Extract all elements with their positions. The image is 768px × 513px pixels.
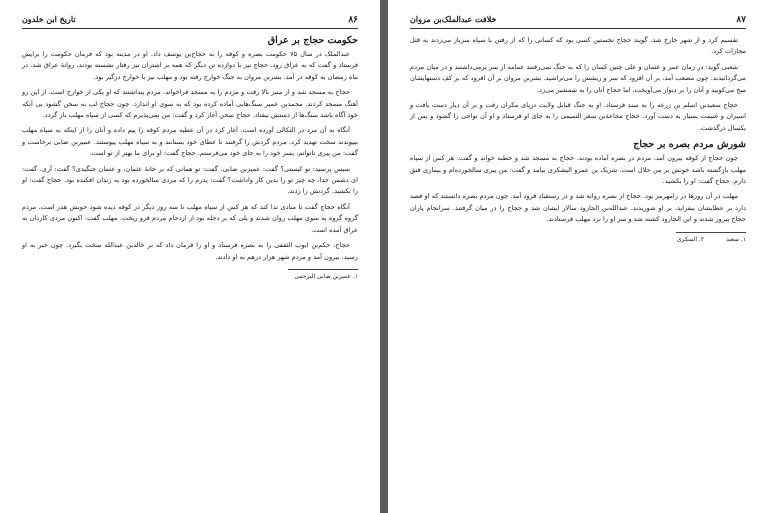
footnote: ۱. عمیربن ضابی البرجمی (294, 272, 358, 280)
footnotes (410, 236, 746, 243)
paragraph: تقسیم کرد و از شهر خارج شد. گویند حجاج نخستین کسی بود که کسانی را که از رفتن با سپاه سرباز می‌زدند به قتل مجازات کرد. (410, 36, 746, 56)
page-number: ۸۶ (348, 15, 358, 25)
paragraph: آنگاه به آن مرد در التکالی آورده است. آغاز کرد در آن عطیه مردم کوفه را پیم داده و آنان را از اینکه به سپاه مهلب نپیوندند سخت تهدید کرد. مردم گردش را گرفتند تا عطای خود بستانند و به سپاه مهلب پیوستند. عمیربن ضابی برخاست و گفت: من پیری ناتوانم. پسر خود را به جای خود می‌فرستم. حجاج گفت: او برای ما بهتر از تو است. (22, 126, 358, 158)
section-title: حکومت حجاج بر عراق (267, 35, 358, 46)
footnotes (22, 273, 358, 280)
right-page (388, 0, 768, 513)
page-header (410, 14, 746, 29)
left-page (0, 0, 380, 513)
paragraph: شعبی گوید: در زمان عمر و عثمان و علی چنین کسان را که به جنگ نمی‌رفتند عمامه از سر برمی‌داشتند و در میان مردم می‌گردانیدند. چون مصعب آمد، بر آن افزود که سر و ریشش را می‌تراشید. بشربن مروان بر آن افزود که بر کف دستهایشان میخ می‌کوبید و آنان را بر دیوار می‌آویخت. اما حجاج آنان را به شمشیر می‌زد. (410, 62, 746, 94)
page-number: ۸۷ (736, 15, 746, 25)
running-title: خلافت عبدالملک‌بن مروان (410, 14, 497, 24)
footnote: ۱. سعید (726, 235, 746, 243)
book-spine (380, 0, 388, 513)
paragraph: سپس پرسید: تو کیستی؟ گفت: عمیربن ضابی. گفت: تو همانی که بر خانهٔ عثمان، و عثمان جنگیدی؟ گفت: آری. گفت: ای دشمن خدا، چه چیز تو را بدین کار واداشت؟ گفت: پدرم را که مردی سالخورده بود به زندان افکنده بود. حجاج گفت: او را بکشید. گردنش را زدند. (22, 164, 358, 196)
paragraph: حجاج سعیدبن اسلم بن زرعه را به سند فرستاد. او به جنگ قبایل ولایت دریای مکران رفت و بر آن دیار دست یافت و اسیران و غنیمت بسیار به دست آورد. حجاج مجاعة‌بن سعر التمیمی را به جای او فرستاد و او آن نواحی را گشود و پس از یکسال درگذشت. (410, 101, 746, 132)
section-title: شورش مردم بصره بر حجاج (633, 139, 746, 151)
paragraph: مهلب در آن روزها در رامهرمز بود. حجاج از بصره روانه شد و در رستقباد فرود آمد. چون مردم بصره دانستند که او قصد دارد بر عطایشان بیفزاید، بر او شوریدند. عبدالله‌بن الجارود سالار ایشان شد و حجاج را در میان گرفتند. سرانجام یاران حجاج پیروز شدند و ابن الجارود کشته شد و سر او را نزد مهلب فرستادند. (410, 192, 746, 224)
page-header (22, 14, 358, 29)
paragraph: آنگاه حجاج گفت تا منادی ندا کند که هر کس از سپاه مهلب تا سه روز دیگر در کوفه دیده شود خونش هدر است. مردم گروه گروه به سوی مهلب روان شدند و پلی که بر دجله بود از ازدحام مردم فرو ریخت. مهلب گفت: اکنون مردی کاردان به عراق آمده است. (22, 202, 358, 234)
paragraph: چون حجاج از کوفه بیرون آمد، مردم در بصره آماده بودند. حجاج به مسجد شد و خطبه خواند و گفت: هر کس از سپاه مهلب بازگشته باشد خونش بر من حلال است. شریک بن عمرو الیشکری بیامد و گفت: من پیری سالخورده‌ام و بیماری فتق دارم. حجاج گفت: او را بکشید. (410, 154, 746, 186)
footnote-divider (676, 232, 746, 233)
paragraph: حجاج به مسجد شد و از منبر بالا رفت و مردم را به مسجد فراخواند. مردم پنداشتند که او یکی از خوارج است. از این رو آهنگ مسجد کردند. محمدبن عمیر سنگ‌هایی آماده کرده بود که به سوی او اندازد. چون حجاج لب به سخن گشود بی آنکه خود آگاه باشد سنگ‌ها از دستش بیفتاد. حجاج سخن آغاز کرد و گفت: من نمی‌پذیرم که کسی از سپاه مهلب باز گردد. (22, 88, 358, 120)
footnote: ۲. السکری (676, 235, 705, 243)
footnote-divider (288, 269, 358, 270)
running-title: تاریخ ابن خلدون (22, 14, 76, 24)
paragraph: حجاج، حکم‌بن ایوب الثقفی را به بصره فرستاد و او را فرمان داد که بر خالدبن عبدالله سخت بگیرد. چون خبر به او رسید، بیرون آمد و مردم شهر هزار درهم به او دادند. (22, 241, 358, 261)
paragraph: عبدالملک در سال ۷۵ حکومت بصره و کوفه را به حجاج‌بن یوسف داد. او در مدینه بود که فرمان حکومت را برایش فرستاد و گفت که به عراق رود. حجاج نیز با دوازده تن دیگر که همه بر اشتران تیز رفتار نشسته بودند، روانهٔ عراق شد. در ماه رمضان به کوفه در آمد. بشربن مروان به جنگ خوارج رفته بود و مهلب نیز با خوارج درگیر بود. (22, 50, 358, 81)
